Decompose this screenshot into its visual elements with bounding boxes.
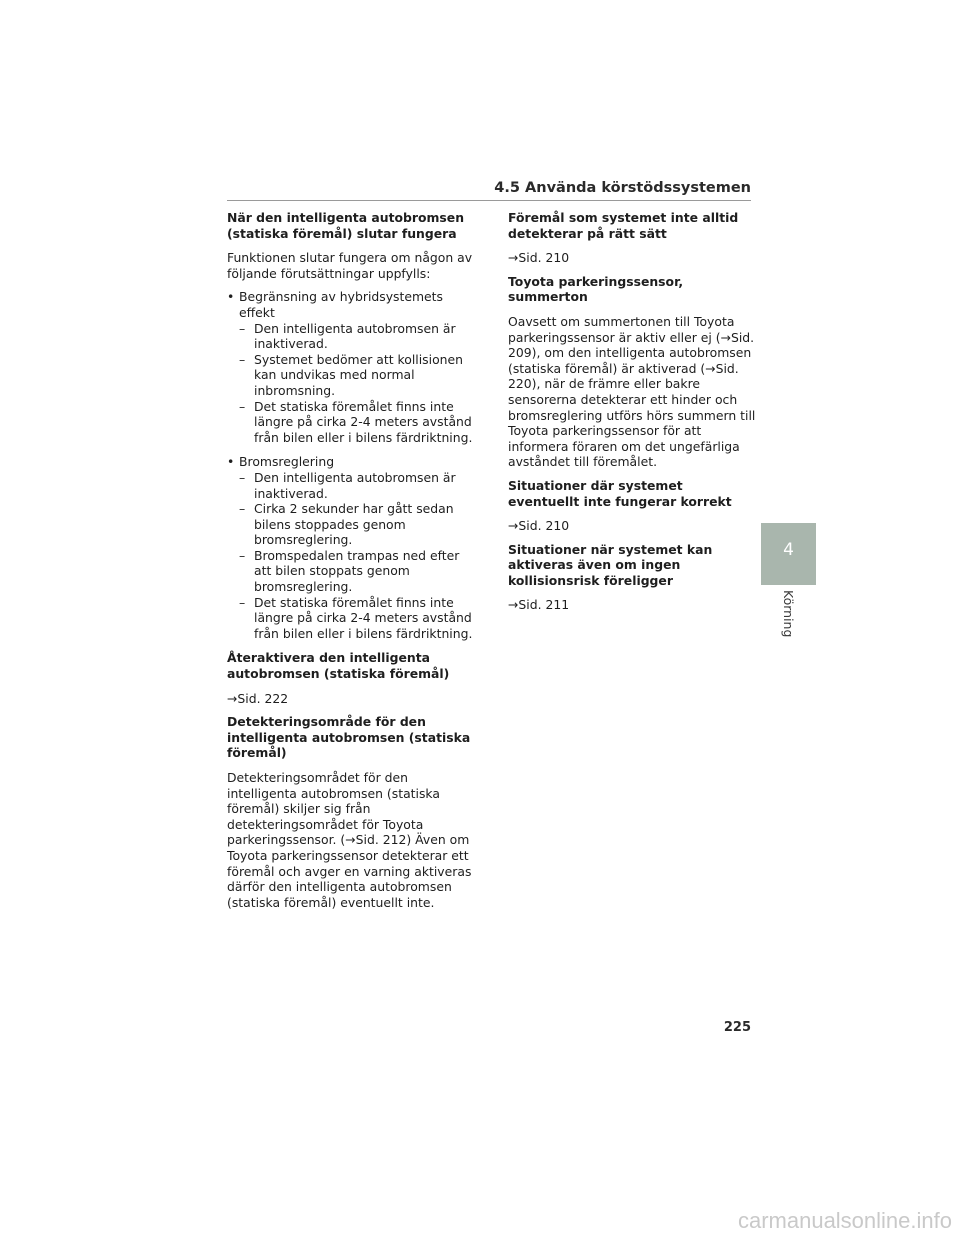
bullet-group-brake <box>227 454 477 641</box>
heading-reactivate: Återaktivera den intelligenta autobromsen (statiska föremål) <box>227 650 450 682</box>
bullet-item-hybrid <box>227 289 477 320</box>
arrow-right-icon: → <box>705 360 716 376</box>
arrow-right-icon: → <box>227 690 238 706</box>
bullet-label: Begränsning av hybridsystemets effekt <box>239 289 443 320</box>
dash-icon: – <box>239 351 246 367</box>
page-reference-link[interactable]: Sid. 210 <box>518 518 570 534</box>
dash-text: Bromspedalen trampas ned efter att bilen stoppats genom bromsreglering. <box>254 547 460 595</box>
dash-item <box>227 501 477 548</box>
heading-detection-area: Detekteringsområde för den intelligenta autobromsen (statiska föremål) <box>227 714 471 761</box>
right-column <box>508 210 758 621</box>
dash-icon: – <box>239 469 246 485</box>
arrow-right-icon: → <box>508 250 519 266</box>
bullet-group-hybrid <box>227 289 477 445</box>
page-reference <box>508 597 758 613</box>
page-reference <box>508 250 758 266</box>
bullet-icon: • <box>227 289 235 305</box>
text-segment: Oavsett om summertonen till Toyota parkeringssensor är aktiv eller ej ( <box>508 313 735 345</box>
dash-text: Det statiska föremålet finns inte längre på cirka 2-4 meters avstånd från bilen eller i bilens färdriktning. <box>254 398 473 445</box>
bullet-item-brake <box>227 454 477 470</box>
page-reference-link[interactable]: Sid. 209 <box>508 329 755 361</box>
page-number: 225 <box>723 1020 751 1035</box>
header-divider <box>227 200 751 201</box>
dash-item <box>227 548 477 595</box>
dash-text: Det statiska föremålet finns inte längre på cirka 2-4 meters avstånd från bilen eller i bilens färdriktning. <box>254 594 473 641</box>
dash-item <box>227 595 477 642</box>
heading-may-not-work: Situationer där systemet eventuellt inte fungerar korrekt <box>508 477 732 509</box>
page-reference <box>227 691 477 707</box>
dash-item <box>227 352 477 399</box>
section-title: 4.5 Använda körstödssystemen <box>494 180 751 196</box>
dash-icon: – <box>239 320 246 336</box>
heading-buzzer: Toyota parkeringssensor, summerton <box>508 273 684 305</box>
dash-icon: – <box>239 594 246 610</box>
heading-stop-function: När den intelligenta autobromsen (statiska föremål) slutar fungera <box>227 210 465 241</box>
bullet-icon: • <box>227 454 235 470</box>
left-column <box>227 210 477 918</box>
dash-text: Cirka 2 sekunder har gått sedan bilens stoppades genom bromsreglering. <box>254 501 454 548</box>
arrow-right-icon: → <box>345 832 356 848</box>
dash-item <box>227 470 477 501</box>
chapter-number: 4 <box>783 540 794 560</box>
dash-text: Den intelligenta autobromsen är inaktiverad. <box>254 320 456 352</box>
text-segment: ), om den intelligenta autobromsen (statiska föremål) är aktiverad ( <box>508 345 752 376</box>
dash-text: Systemet bedömer att kollisionen kan undvikas med normal inbromsning. <box>254 351 463 398</box>
dash-text: Den intelligenta autobromsen är inaktiverad. <box>254 469 456 501</box>
intro-paragraph: Funktionen slutar fungera om någon av följande förutsättningar uppfylls: <box>227 250 473 281</box>
dash-icon: – <box>239 547 246 563</box>
buzzer-paragraph <box>508 314 758 470</box>
dash-item <box>227 321 477 352</box>
heading-may-activate: Situationer när systemet kan aktiveras även om ingen kollisionsrisk föreligger <box>508 541 713 588</box>
page-reference-link[interactable]: Sid. 210 <box>518 250 570 266</box>
page-reference-link[interactable]: Sid. 220 <box>508 360 739 392</box>
watermark: carmanualsonline.info <box>737 1208 952 1233</box>
text-segment: ) Även om Toyota parkeringssensor detekterar ett föremål och avger en varning aktiveras därför den intelligenta autobromsen (statiska föremål) eventuellt inte. <box>227 832 472 910</box>
page-reference-link[interactable]: Sid. 212 <box>355 832 407 848</box>
page-reference-link[interactable]: Sid. 211 <box>518 597 570 613</box>
heading-not-detected: Föremål som systemet inte alltid detekterar på rätt sätt <box>508 210 739 241</box>
bullet-label: Bromsreglering <box>239 454 335 470</box>
arrow-right-icon: → <box>508 597 519 613</box>
text-segment: ), när de främre eller bakre sensorerna detekterar ett hinder och bromsreglering utförs hörs summern till Toyota parkeringssensor för att informera föraren om det ungefärliga avståndet till föremålet. <box>508 376 756 470</box>
dash-item <box>227 399 477 446</box>
chapter-label: Körning <box>781 590 796 638</box>
arrow-right-icon: → <box>720 329 731 345</box>
detection-area-paragraph <box>227 770 477 910</box>
arrow-right-icon: → <box>508 518 519 534</box>
text-segment: Detekteringsområdet för den intelligenta autobromsen (statiska föremål) skiljer sig från detekteringsområdet för Toyota parkeringssensor. ( <box>227 770 440 848</box>
dash-icon: – <box>239 501 246 517</box>
page-reference-link[interactable]: Sid. 222 <box>237 690 289 706</box>
page-reference <box>508 518 758 534</box>
dash-icon: – <box>239 398 246 414</box>
